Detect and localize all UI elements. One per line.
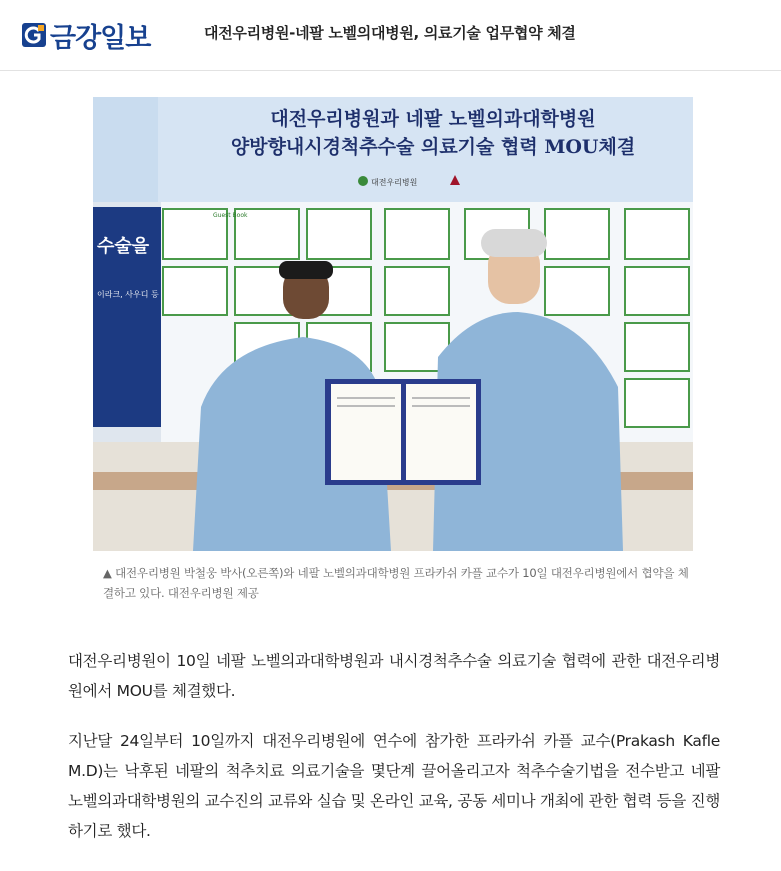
photo-caption: ▲ 대전우리병원 박철웅 박사(오른쪽)와 네팔 노벨의과대학병원 프라카쉬 카플 교수가 10일 대전우리병원에서 협약을 체결하고 있다. 대전우리병원 제공 bbox=[103, 566, 689, 600]
site-logo[interactable] bbox=[22, 17, 150, 53]
g-square-logo-icon bbox=[22, 23, 46, 47]
article-photo bbox=[93, 97, 693, 551]
left-sign-sub: 이라크, 사우디 등 bbox=[97, 290, 159, 299]
guest-book-label: Guest Book bbox=[213, 212, 248, 219]
mou-folder bbox=[325, 379, 481, 485]
left-sign-text: 수술을 bbox=[97, 236, 150, 257]
article-paragraph: 대전우리병원이 10일 네팔 노벨의과대학병원과 내시경척추수술 의료기술 협력에 관한 대전우리병원에서 MOU를 체결했다. bbox=[68, 652, 720, 700]
logo-text: 금강일보 bbox=[50, 22, 151, 54]
site-header bbox=[0, 0, 781, 71]
article-headline: 대전우리병원-네팔 노벨의대병원, 의료기술 업무협약 체결 bbox=[204, 24, 576, 42]
banner-line-1: 대전우리병원과 네팔 노벨의과대학병원 bbox=[270, 108, 596, 130]
banner-logo-left: 대전우리병원 bbox=[371, 178, 418, 187]
article-paragraph: 지난달 24일부터 10일까지 대전우리병원에 연수에 참가한 프라카쉬 카플 교수(Prakash Kafle M.D)는 낙후된 네팔의 척추치료 의료기술을 몇단계 끌어올리고자 척추수술기법을 전수받고 네팔 노벨의과대학병원의 교수진의 교류와 실습 및 온라인 교육, 공동 세미나 개최에 관한 협력 등을 진행하기로 했다. bbox=[68, 732, 720, 840]
banner-line-2: 양방향내시경척추수술 의료기술 협력 MOU체결 bbox=[230, 136, 636, 158]
article-body bbox=[68, 646, 720, 866]
